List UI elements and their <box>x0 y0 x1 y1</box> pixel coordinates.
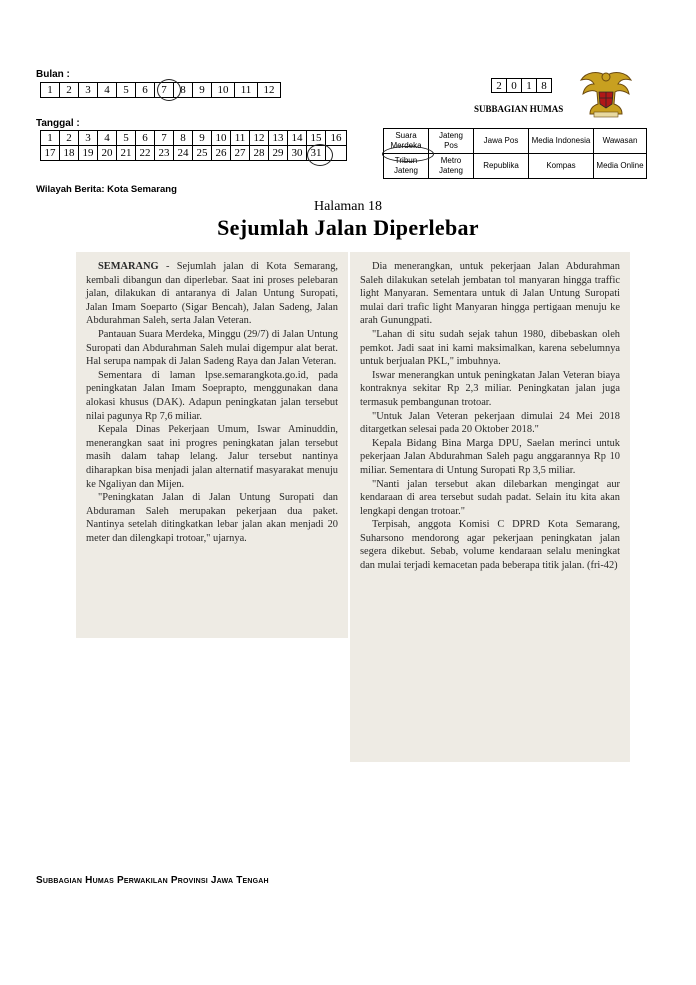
date-cell: 28 <box>250 146 269 161</box>
media-cell: Jawa Pos <box>474 129 529 154</box>
dateline: SEMARANG <box>98 261 159 272</box>
date-cell: 7 <box>155 131 174 146</box>
wilayah-berita: Wilayah Berita: Kota Semarang <box>36 184 177 195</box>
article-paragraph: Sementara di laman lpse.semarangkota.go.id, pada peningkatan Jalan Imam Soeprapto, menggunakan dana alokasi khusus (DAK). Adapun peningkatan jalan tersebut nilai pagunya Rp 7,6 miliar. <box>86 369 338 422</box>
date-cell: 14 <box>288 131 307 146</box>
month-cell: 7 <box>155 83 174 98</box>
month-cell: 8 <box>174 83 193 98</box>
date-cell: 8 <box>174 131 193 146</box>
date-cell: 3 <box>79 131 98 146</box>
month-cell: 5 <box>117 83 136 98</box>
year-digit: 0 <box>507 79 522 93</box>
date-cell: 27 <box>231 146 250 161</box>
date-cell: 15 <box>307 131 326 146</box>
year-digit: 1 <box>522 79 537 93</box>
media-cell: Kompas <box>529 154 594 179</box>
date-cell: 13 <box>269 131 288 146</box>
month-cell: 1 <box>41 83 60 98</box>
month-cell: 3 <box>79 83 98 98</box>
media-cell: Suara Merdeka <box>384 129 429 154</box>
article-paragraph: "Peningkatan Jalan di Jalan Untung Suropati dan Abduraman Saleh merupakan pekerjaan dua paket. Nantinya setelah ditingkatkan lebar jalan akan menjadi 20 meter dan dilengkapi trotoar," ujarnya. <box>86 492 338 544</box>
date-cell: 24 <box>174 146 193 161</box>
selected-media-marker <box>382 146 434 162</box>
date-cell: 31 <box>307 146 326 161</box>
article-paragraph: "Lahan di situ sudah sejak tahun 1980, dibebaskan oleh pemkot. Jadi saat ini kami maksimalkan, karena sebelumnya untuk berjualan PKL," imbuhnya. <box>360 328 620 368</box>
media-cell: Media Indonesia <box>529 129 594 154</box>
date-cell: 23 <box>155 146 174 161</box>
bulan-label: Bulan : <box>36 69 70 80</box>
date-cell: 26 <box>212 146 231 161</box>
date-cell: 30 <box>288 146 307 161</box>
article-paragraph: Iswar menerangkan untuk peningkatan Jalan Veteran biaya kontraknya sekitar Rp 2,3 miliar. Peningkatan jalan juga termasuk pembangunan trotoar. <box>360 369 620 408</box>
article-paragraph: Kepala Dinas Pekerjaan Umum, Iswar Aminuddin, menerangkan saat ini progres peningkatan jalan tersebut masih dalam tahap lelang. Jalur tersebut nantinya diharapkan bisa menjadi jalan alternatif masyarakat menuju ke Ngaliyan dan Mijen. <box>86 424 338 490</box>
date-cell: 16 <box>326 131 347 146</box>
date-cell: 25 <box>193 146 212 161</box>
media-cell: Jateng Pos <box>429 129 474 154</box>
month-cell: 11 <box>235 83 258 98</box>
date-cell: 9 <box>193 131 212 146</box>
date-cell: 19 <box>79 146 98 161</box>
month-cell: 6 <box>136 83 155 98</box>
month-cell: 10 <box>212 83 235 98</box>
year-digit: 8 <box>537 79 552 93</box>
date-cell: 22 <box>136 146 155 161</box>
selected-date-marker <box>307 144 333 166</box>
department-label: SUBBAGIAN HUMAS <box>474 104 564 114</box>
date-cell: 29 <box>269 146 288 161</box>
date-cell: 11 <box>231 131 250 146</box>
article-headline: Sejumlah Jalan Diperlebar <box>217 215 479 240</box>
date-grid <box>40 130 347 161</box>
article-paragraph: Pantauan Suara Merdeka, Minggu (29/7) di Jalan Untung Suropati dan Abdurahman Saleh mulai digempur alat berat. Hal serupa nampak di Jalan Sadeng Raya dan Jalan Veteran. <box>86 328 338 368</box>
garuda-emblem-icon <box>578 68 634 120</box>
tanggal-label: Tanggal : <box>36 118 80 129</box>
article-paragraph: "Nanti jalan tersebut akan dilebarkan mengingat aur kendaraan di area tersebut sudah padat. Selain itu kita akan lengkapi dengan trotoar." <box>360 478 620 517</box>
month-cell: 12 <box>258 83 281 98</box>
media-cell: Metro Jateng <box>429 154 474 179</box>
year-box <box>491 78 552 93</box>
article-column-left <box>76 252 348 638</box>
date-cell: 17 <box>41 146 60 161</box>
footer-label: Subbagian Humas Perwakilan Provinsi Jawa Tengah <box>36 875 269 886</box>
article-paragraph: "Untuk Jalan Veteran pekerjaan dimulai 24 Mei 2018 ditargetkan selesai pada 20 Oktober 2018." <box>360 410 620 436</box>
media-cell: Republika <box>474 154 529 179</box>
date-cell: 5 <box>117 131 136 146</box>
date-cell: 21 <box>117 146 136 161</box>
month-cell: 2 <box>60 83 79 98</box>
year-digit: 2 <box>492 79 507 93</box>
article-paragraph: Terpisah, anggota Komisi C DPRD Kota Semarang, Suharsono mendorong agar pekerjaan peningkatan jalan segera dikebut. Sebab, volume kendaraan selalu meningkat dan mulai terjadi kemacetan pada beberapa titik jalan. (fri-42) <box>360 519 620 572</box>
date-cell: 20 <box>98 146 117 161</box>
article-paragraph: Kepala Bidang Bina Marga DPU, Saelan merinci untuk pekerjaan Jalan Abdurahman Saleh pagu anggarannya Rp 10 miliar. Sementara di Untung Suropati Rp 3,5 miliar. <box>360 437 620 476</box>
article-column-right <box>350 252 630 762</box>
media-cell: Media Online <box>594 154 647 179</box>
date-cell: 10 <box>212 131 231 146</box>
selected-month-marker <box>157 79 181 101</box>
media-cell: Wawasan <box>594 129 647 154</box>
month-cell: 4 <box>98 83 117 98</box>
article-paragraph: SEMARANG - Sejumlah jalan di Kota Semarang, kembali dibangun dan diperlebar. Saat ini proses pelebaran jalan, dilakukan di antaranya di Jalan Untung Suropati, Jalan Imam Soeparto (Sigar Bencah), Jalan Sadeng, Jalan Abdurahman Saleh, serta Jalan Veteran. <box>86 261 338 327</box>
article-paragraph: Dia menerangkan, untuk pekerjaan Jalan Abdurahman Saleh dilakukan setelah jembatan tol manyaran hingga traffic light Manyaran. Sementara untuk di Jalan Untung Suropati mulai dari trafic light Manyaran hingga pertigaan menuju ke arah Gunungpati. <box>360 261 620 327</box>
date-cell: 18 <box>60 146 79 161</box>
page-number: Halaman 18 <box>313 199 383 214</box>
month-cell: 9 <box>193 83 212 98</box>
date-cell: 4 <box>98 131 117 146</box>
date-cell: 6 <box>136 131 155 146</box>
date-cell: 2 <box>60 131 79 146</box>
media-cell: Tribun Jateng <box>384 154 429 179</box>
date-cell: 1 <box>41 131 60 146</box>
date-cell: 12 <box>250 131 269 146</box>
